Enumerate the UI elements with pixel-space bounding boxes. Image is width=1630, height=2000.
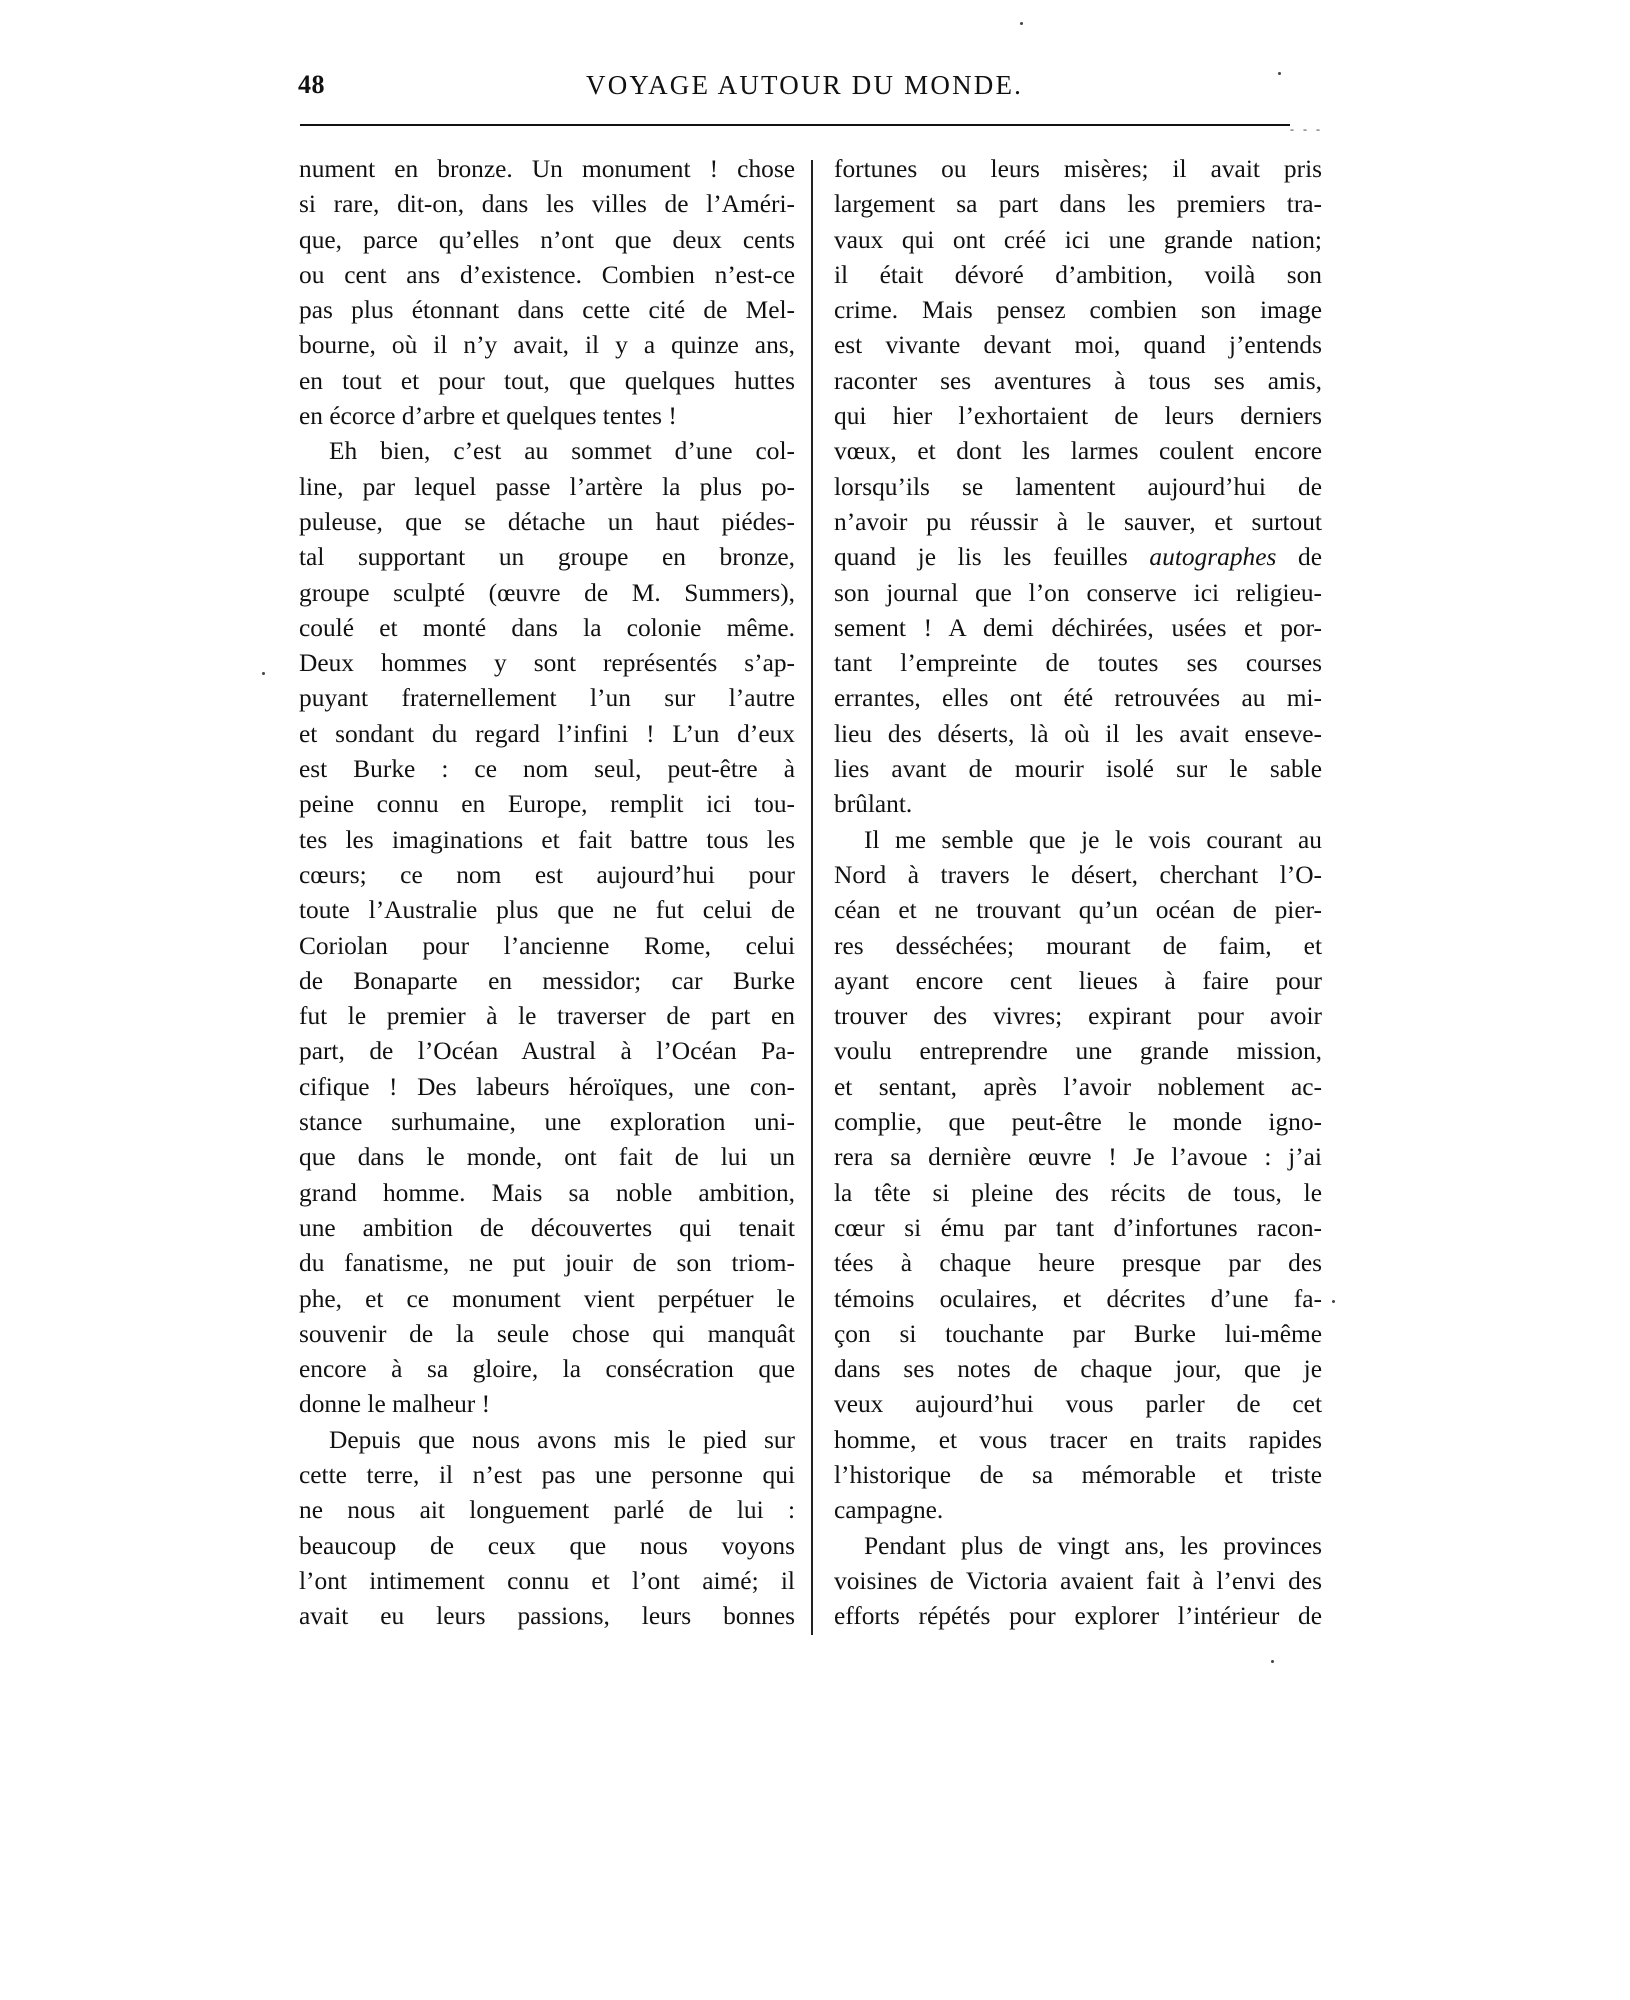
text-line: complie, que peut-être le monde igno-	[834, 1108, 1322, 1137]
text-line: phe, et ce monument vient perpétuer le	[299, 1284, 795, 1313]
text-line: Nord à travers le désert, cherchant l’O-	[834, 860, 1322, 889]
text-line: ne nous ait longuement parlé de lui :	[299, 1496, 795, 1525]
text-line: Coriolan pour l’ancienne Rome, celui	[299, 931, 795, 960]
text-line: lieu des déserts, là où il les avait enseve-	[834, 719, 1322, 748]
text-line: lies avant de mourir isolé sur le sable	[834, 755, 1322, 784]
text-line: groupe sculpté (œuvre de M. Summers),	[299, 578, 795, 607]
text-line: l’ont intimement connu et l’ont aimé; il	[299, 1566, 795, 1595]
text-line: res desséchées; mourant de faim, et	[834, 931, 1322, 960]
text-line: avait eu leurs passions, leurs bonnes	[299, 1602, 795, 1631]
text-line: ou cent ans d’existence. Combien n’est-ce	[299, 260, 795, 289]
text-line: du fanatisme, ne put jouir de son triom-	[299, 1249, 795, 1278]
text-line: la tête si pleine des récits de tous, le	[834, 1178, 1322, 1207]
text-line: que dans le monde, ont fait de lui un	[299, 1143, 795, 1172]
text-line: cifique ! Des labeurs héroïques, une con-	[299, 1072, 795, 1101]
text-line: nument en bronze. Un monument ! chose	[299, 155, 795, 183]
text-line: brûlant.	[834, 790, 913, 819]
text-line: tal supportant un groupe en bronze,	[299, 543, 795, 572]
text-line: en tout et pour tout, que quelques huttes	[299, 366, 795, 395]
text-line: puyant fraternellement l’un sur l’autre	[299, 684, 795, 713]
text-line: donne le malheur !	[299, 1390, 491, 1419]
text-line: une ambition de découvertes qui tenait	[299, 1213, 795, 1242]
text-line: Il me semble que je le vois courant au	[864, 825, 1322, 854]
text-line: qui hier l’exhortaient de leurs derniers	[834, 402, 1322, 431]
text-line: line, par lequel passe l’artère la plus po-	[299, 472, 795, 501]
text-line: homme, et vous tracer en traits rapides	[834, 1425, 1322, 1454]
scan-speck	[1020, 22, 1023, 25]
text-line: en écorce d’arbre et quelques tentes !	[299, 402, 677, 431]
text-line: vœux, et dont les larmes coulent encore	[834, 437, 1322, 466]
text-line: efforts répétés pour explorer l’intérieur de	[834, 1602, 1322, 1631]
text-line: ayant encore cent lieues à faire pour	[834, 966, 1322, 995]
right-column	[834, 152, 1322, 1634]
text-line: cœurs; ce nom est aujourd’hui pour	[299, 860, 795, 889]
text-line: pas plus étonnant dans cette cité de Mel-	[299, 296, 795, 325]
text-line: sement ! A demi déchirées, usées et por-	[834, 613, 1322, 642]
text-line: est Burke : ce nom seul, peut-être à	[299, 755, 795, 784]
text-line: n’avoir pu réussir à le sauver, et surtout	[834, 507, 1322, 536]
running-title: VOYAGE AUTOUR DU MONDE.	[586, 70, 1024, 100]
header-rule	[300, 124, 1290, 126]
text-line: stance surhumaine, une exploration uni-	[299, 1108, 795, 1137]
text-line: de Bonaparte en messidor; car Burke	[299, 966, 795, 995]
text-line: est vivante devant moi, quand j’entends	[834, 331, 1322, 360]
text-line: tant l’empreinte de toutes ses courses	[834, 649, 1322, 678]
text-line: Eh bien, c’est au sommet d’une col-	[329, 437, 795, 466]
text-line: Deux hommes y sont représentés s’ap-	[299, 649, 795, 678]
text-line: grand homme. Mais sa noble ambition,	[299, 1178, 795, 1207]
text-line: beaucoup de ceux que nous voyons	[299, 1531, 795, 1560]
text-line: fortunes ou leurs misères; il avait pris	[834, 155, 1322, 183]
scan-speck	[1278, 72, 1281, 75]
text-line: dans ses notes de chaque jour, que je	[834, 1355, 1322, 1384]
text-line: l’historique de sa mémorable et triste	[834, 1460, 1322, 1489]
text-line: fut le premier à le traverser de part en	[299, 1002, 795, 1031]
text-line: voulu entreprendre une grande mission,	[834, 1037, 1322, 1066]
text-line: il était dévoré d’ambition, voilà son	[834, 260, 1322, 289]
text-line	[834, 540, 1322, 575]
text-line: tes les imaginations et fait battre tous les	[299, 825, 795, 854]
text-line: son journal que l’on conserve ici religieu-	[834, 578, 1322, 607]
page-number: 48	[298, 70, 325, 99]
text-line: veux aujourd’hui vous parler de cet	[834, 1390, 1322, 1419]
text-line: trouver des vivres; expirant pour avoir	[834, 1002, 1322, 1031]
text-line: coulé et monté dans la colonie même.	[299, 613, 795, 642]
text-line: encore à sa gloire, la consécration que	[299, 1355, 795, 1384]
column-divider	[811, 160, 813, 1635]
text-line: et sondant du regard l’infini ! L’un d’eux	[299, 719, 795, 748]
header-rule-tail: - - -	[1290, 122, 1323, 136]
text-line: puleuse, que se détache un haut piédes-	[299, 507, 795, 536]
text-line: lorsqu’ils se lamentent aujourd’hui de	[834, 472, 1322, 501]
text-line: campagne.	[834, 1496, 944, 1525]
text-segment: de	[1276, 543, 1322, 572]
left-column	[299, 152, 795, 1634]
text-line: crime. Mais pensez combien son image	[834, 296, 1322, 325]
scan-speck	[1332, 1300, 1335, 1303]
text-line: cœur si ému par tant d’infortunes racon-	[834, 1213, 1322, 1242]
text-line: témoins oculaires, et décrites d’une fa-	[834, 1284, 1322, 1313]
text-line: cette terre, il n’est pas une personne qui	[299, 1460, 795, 1489]
text-line: Depuis que nous avons mis le pied sur	[329, 1425, 795, 1454]
text-line: si rare, dit-on, dans les villes de l’Améri-	[299, 190, 795, 219]
text-line: vaux qui ont créé ici une grande nation;	[834, 225, 1322, 254]
text-line: voisines de Victoria avaient fait à l’envi des	[834, 1566, 1322, 1595]
text-line: part, de l’Océan Austral à l’Océan Pa-	[299, 1037, 795, 1066]
italic-word: autographes	[1149, 543, 1277, 572]
text-line: toute l’Australie plus que ne fut celui de	[299, 896, 795, 925]
text-line: tées à chaque heure presque par des	[834, 1249, 1322, 1278]
text-line: largement sa part dans les premiers tra-	[834, 190, 1322, 219]
text-segment: quand je lis les feuilles	[834, 543, 1150, 572]
text-line: raconter ses aventures à tous ses amis,	[834, 366, 1322, 395]
text-line: Pendant plus de vingt ans, les provinces	[864, 1531, 1322, 1560]
text-line: errantes, elles ont été retrouvées au mi-	[834, 684, 1322, 713]
text-line: çon si touchante par Burke lui-même	[834, 1319, 1322, 1348]
text-line: et sentant, après l’avoir noblement ac-	[834, 1072, 1322, 1101]
text-line: bourne, où il n’y avait, il y a quinze ans,	[299, 331, 795, 360]
text-line: que, parce qu’elles n’ont que deux cents	[299, 225, 795, 254]
text-line: rera sa dernière œuvre ! Je l’avoue : j’ai	[834, 1143, 1322, 1172]
text-line: souvenir de la seule chose qui manquât	[299, 1319, 795, 1348]
scan-speck	[262, 672, 265, 675]
text-line: peine connu en Europe, remplit ici tou-	[299, 790, 795, 819]
text-line: céan et ne trouvant qu’un océan de pier-	[834, 896, 1322, 925]
scan-speck	[1271, 1660, 1274, 1663]
